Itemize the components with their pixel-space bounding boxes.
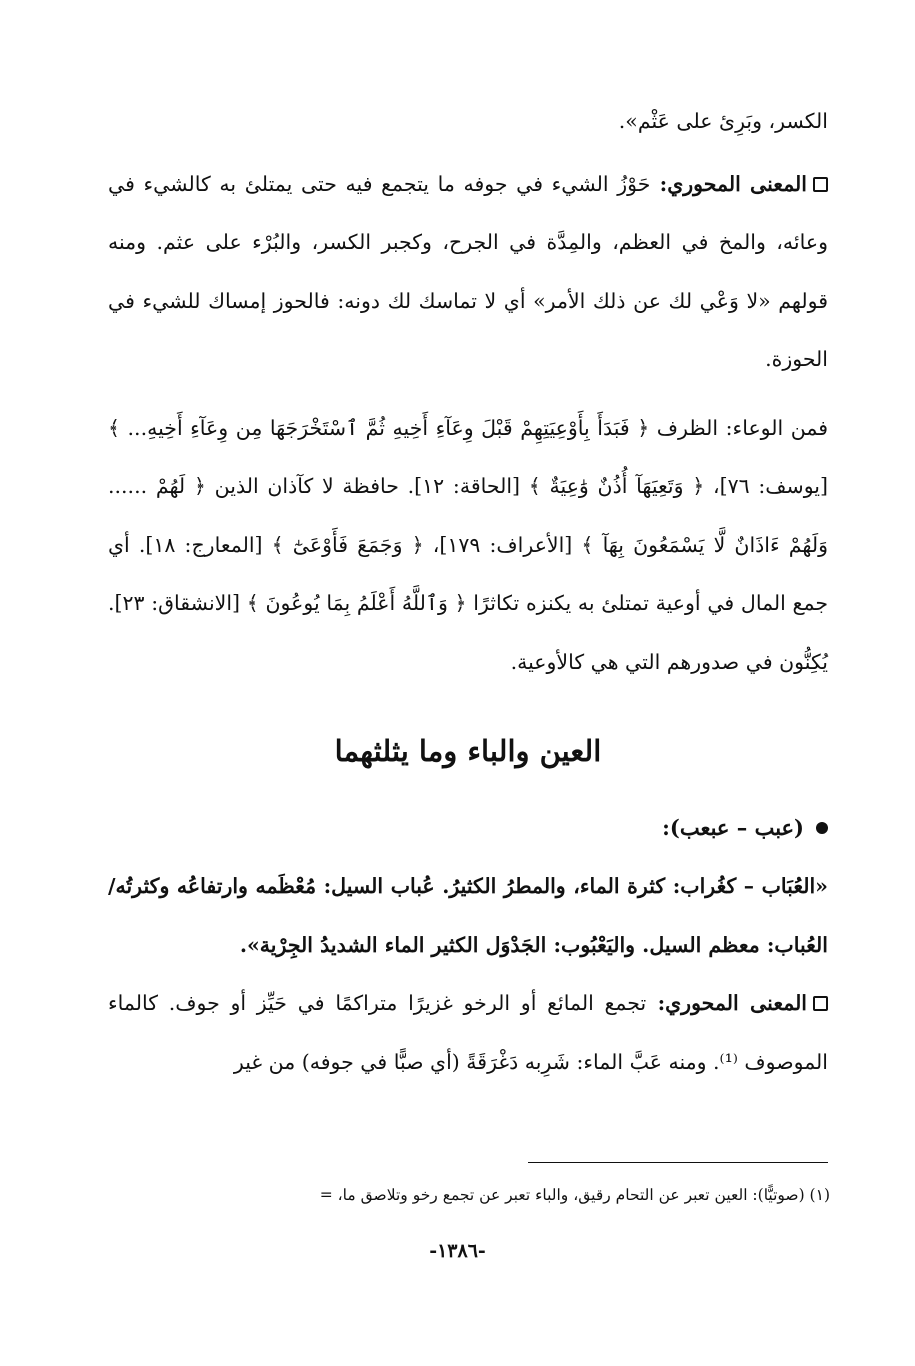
paragraph-2 bbox=[108, 155, 828, 389]
paragraph-3 bbox=[108, 399, 828, 692]
square-marker-icon bbox=[813, 177, 828, 192]
entry-heading bbox=[108, 799, 828, 857]
bullet-icon bbox=[816, 822, 828, 834]
paragraph-3-text: فمن الوعاء: الظرف ﴿ فَبَدَأَ بِأَوْعِيَتِهِمْ قَبْلَ وِعَآءِ أَخِيهِ ثُمَّ ٱسْتَخْرَجَهَا مِن وِعَآءِ أَخِيهِ... ﴾ [يوسف: ٧٦]، ﴿ وَتَعِيَهَآ أُذُنٌ وَٰعِيَةٌ ﴾ [الحاقة: ١٢]. حافظة لا كآذان الذين ﴿ لَهُمْ ...... وَلَهُمْ ءَاذَانٌ لَّا يَسْمَعُونَ بِهَآ ﴾ [الأعراف: ١٧٩]، ﴿ وَجَمَعَ فَأَوْعَىٰٓ ﴾ [المعارج: ١٨]. أي جمع المال في أوعية تمتلئ به يكنزه تكاثرًا ﴿ وَٱللَّهُ أَعْلَمُ بِمَا يُوعُونَ ﴾ [الانشقاق: ٢٣]. يُكِنُّون في صدورهم التي هي كالأوعية. bbox=[108, 415, 828, 674]
square-marker-icon bbox=[813, 996, 828, 1011]
footnote-divider bbox=[528, 1162, 828, 1163]
section-title: العين والباء وما يثلثهما bbox=[334, 734, 602, 768]
paragraph-5-lead: المعنى المحوري: bbox=[646, 991, 808, 1015]
paragraph-1-text: الكسر، وبَرِئ على عَثْم». bbox=[618, 109, 828, 133]
footnote: (١) (صوتيًّا): العين تعبر عن التحام رقيق، والباء تعبر عن تجمع رخو وتلاصق ما، = bbox=[319, 1186, 830, 1204]
spacer bbox=[108, 389, 828, 399]
page-number: -١٣٨٦- bbox=[429, 1240, 486, 1262]
paragraph-5 bbox=[108, 974, 828, 1091]
page-body bbox=[108, 92, 828, 1091]
paragraph-5-text: تجمع المائع أو الرخو غزيرًا متراكمًا في حَيِّز أو جوف. كالماء الموصوف ⁽¹⁾. ومنه عَبَّ الماء: شَرِبه دَغْرَقَةً (أي صبًّا في جوفه) من غير bbox=[108, 991, 828, 1074]
paragraph-2-text: حَوْزُ الشيء في جوفه ما يتجمع فيه حتى يمتلئ به كالشيء في وعائه، والمخ في العظم، والمِدَّة في الجرح، وكجبر الكسر، والبُرْء على عثم. ومنه قولهم «لا وَعْي لك عن ذلك الأمر» أي لا تماسك لك دونه: فالحوز إمساك للشيء في الحوزة. bbox=[108, 171, 828, 371]
entry-heading-text: (عبب – عبعب): bbox=[662, 815, 804, 840]
paragraph-1 bbox=[108, 92, 828, 151]
paragraph-4 bbox=[108, 857, 828, 974]
paragraph-4-text: «العُبَاب – كغُراب: كثرة الماء، والمطرُ الكثيرُ. عُباب السيل: مُعْظَمه وارتفاعُه وكثرتُه/ العُباب: معظم السيل. واليَعْبُوب: الجَدْوَل الكثير الماء الشديدُ الجِرْية». bbox=[108, 874, 828, 957]
paragraph-2-lead: المعنى المحوري: bbox=[650, 171, 807, 196]
